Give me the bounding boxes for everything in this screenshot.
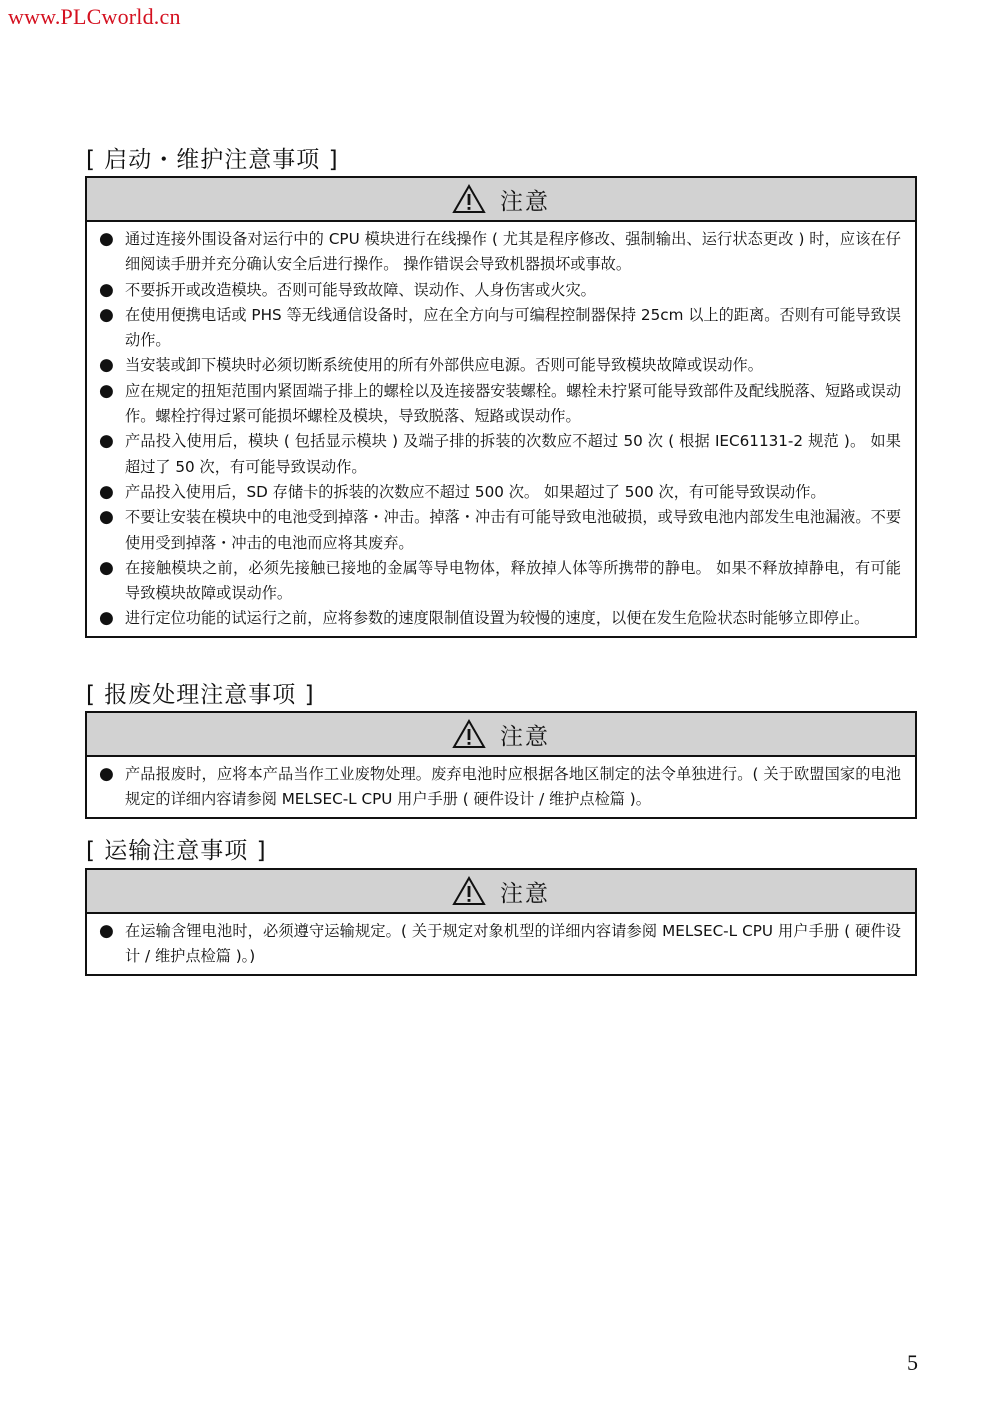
- bullet-icon: ●: [99, 355, 114, 376]
- section-title-startup-maintenance: [ 启动・维护注意事项 ]: [86, 147, 339, 173]
- bullet-icon: ●: [99, 380, 114, 401]
- bullet-icon: ●: [99, 921, 114, 941]
- caution-header: [87, 178, 915, 222]
- item-text: 当安装或卸下模块时必须切断系统使用的所有外部供应电源。否则可能导致模块故障或误动作。: [125, 356, 763, 375]
- caution-header: [87, 870, 915, 914]
- item-text: 在使用便携电话或 PHS 等无线通信设备时，应在全方向与可编程控制器保持 25cm 以上的距离。否则有可能导致误动作。: [125, 305, 901, 350]
- watermark: www.PLCworld.cn: [8, 4, 181, 29]
- item-text: 进行定位功能的试运行之前，应将参数的速度限制值设置为较慢的速度，以便在发生危险状态时能够立即停止。: [125, 609, 870, 628]
- list-item: [99, 429, 901, 480]
- list-item: [99, 303, 901, 354]
- list-item: [99, 505, 901, 556]
- item-text: 产品投入使用后，模块 ( 包括显示模块 ) 及端子排的拆装的次数应不超过 50 次 ( 根据 IEC61131-2 规范 )。 如果超过了 50 次，有可能导致误动作。: [125, 432, 901, 476]
- item-text: 不要让安装在模块中的电池受到掉落・冲击。掉落・冲击有可能导致电池破损，或导致电池内部发生电池漏液。不要使用受到掉落・冲击的电池而应将其废弃。: [125, 508, 901, 552]
- page-number: 5: [907, 1350, 918, 1375]
- list-item: [99, 379, 901, 430]
- caution-label: 注意: [500, 723, 550, 750]
- list-item: [99, 353, 901, 378]
- bullet-icon: ●: [99, 229, 114, 249]
- bullet-icon: ●: [99, 764, 114, 784]
- list-item: [99, 556, 901, 607]
- caution-box-transport: [85, 868, 917, 976]
- caution-box-startup-maintenance: [85, 176, 917, 638]
- bullet-icon: ●: [99, 557, 114, 578]
- item-text: 在运输含锂电池时，必须遵守运输规定。( 关于规定对象机型的详细内容请参阅 MELSEC-L CPU 用户手册 ( 硬件设计 / 维护点检篇 )。): [125, 922, 901, 966]
- list-item: [99, 480, 901, 505]
- item-text: 产品报废时，应将本产品当作工业废物处理。废弃电池时应根据各地区制定的法令单独进行。( 关于欧盟国家的电池规定的详细内容请参阅 MELSEC-L CPU 用户手册 ( 硬件设计 / 维护点检篇 )。: [125, 765, 901, 809]
- caution-list: [87, 914, 915, 974]
- list-item: [99, 919, 901, 970]
- list-item: [99, 227, 901, 278]
- item-text: 应在规定的扭矩范围内紧固端子排上的螺栓以及连接器安装螺栓。螺栓未拧紧可能导致部件及配线脱落、短路或误动作。螺栓拧得过紧可能损坏螺栓及模块，导致脱落、短路或误动作。: [125, 381, 901, 426]
- caution-box-disposal: [85, 711, 917, 819]
- section-title-transport: [ 运输注意事项 ]: [86, 838, 267, 864]
- caution-header: [87, 713, 915, 757]
- warning-triangle-icon: [452, 876, 486, 906]
- bullet-icon: ●: [99, 279, 114, 300]
- caution-label: 注意: [500, 880, 550, 907]
- caution-list: [87, 757, 915, 817]
- list-item: [99, 762, 901, 813]
- item-text: 通过连接外围设备对运行中的 CPU 模块进行在线操作 ( 尤其是程序修改、强制输出、运行状态更改 ) 时，应该在仔细阅读手册并充分确认安全后进行操作。 操作错误会导致机器损坏或事故。: [125, 230, 901, 274]
- item-text: 不要拆开或改造模块。否则可能导致故障、误动作、人身伤害或火灾。: [125, 280, 596, 299]
- bullet-icon: ●: [99, 304, 114, 325]
- list-item: [99, 278, 901, 303]
- list-item: [99, 606, 901, 631]
- bullet-icon: ●: [99, 608, 114, 629]
- bullet-icon: ●: [99, 507, 114, 528]
- caution-list: [87, 222, 915, 636]
- section-title-disposal: [ 报废处理注意事项 ]: [86, 682, 315, 708]
- item-text: 在接触模块之前，必须先接触已接地的金属等导电物体，释放掉人体等所携带的静电。 如果不释放掉静电，有可能导致模块故障或误动作。: [125, 558, 901, 603]
- caution-label: 注意: [500, 188, 550, 215]
- item-text: 产品投入使用后，SD 存储卡的拆装的次数应不超过 500 次。 如果超过了 500 次，有可能导致误动作。: [125, 482, 826, 501]
- warning-triangle-icon: [452, 184, 486, 214]
- bullet-icon: ●: [99, 481, 114, 502]
- warning-triangle-icon: [452, 719, 486, 749]
- bullet-icon: ●: [99, 431, 114, 452]
